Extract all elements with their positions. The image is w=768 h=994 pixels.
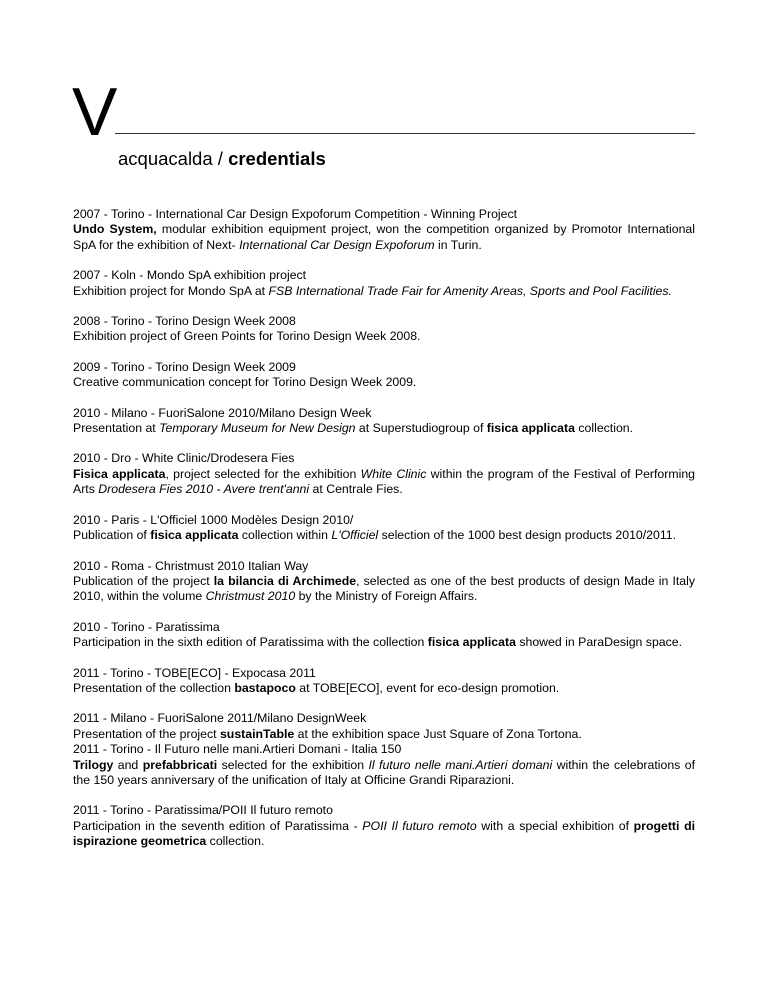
text-run: showed in ParaDesign space. [515, 635, 683, 650]
bold-text: fisica applicata [486, 421, 575, 436]
bold-text: fisica applicata [427, 635, 516, 650]
entry-heading: 2008 - Torino - Torino Design Week 2008 [73, 314, 296, 329]
entry-description [73, 284, 695, 299]
credential-entry [73, 314, 695, 345]
entry-description [73, 635, 695, 650]
bold-text: Fisica applicata [73, 466, 166, 481]
text-run: in Turin. [434, 237, 482, 252]
credential-entry [73, 666, 695, 697]
entry-description [73, 681, 695, 696]
credential-entry [73, 268, 695, 299]
credential-entry [73, 711, 695, 742]
entry-heading: 2007 - Koln - Mondo SpA exhibition project [73, 268, 307, 283]
entry-heading: 2011 - Torino - TOBE[ECO] - Expocasa 2011 [73, 665, 316, 680]
entry-description [73, 329, 695, 344]
entry-heading: 2011 - Milano - FuoriSalone 2011/Milano DesignWeek [73, 711, 367, 726]
text-run: collection within [238, 528, 332, 543]
entry-heading: 2011 - Torino - Il Futuro nelle mani.Artieri Domani - Italia 150 [73, 742, 402, 757]
text-run: Participation in the seventh edition of Paratissima - [73, 818, 363, 833]
text-run: Exhibition project for Mondo SpA at [73, 283, 269, 298]
text-run: Publication of the project [73, 573, 214, 588]
text-run: Publication of [73, 528, 151, 543]
entry-description [73, 222, 695, 253]
italic-text: International Car Design Expoforum [239, 237, 435, 252]
text-run: modular exhibition equipment project, won the competition organized by Promotor International SpA for the exhibition of Next- [73, 222, 696, 252]
text-run: , project selected for the exhibition [165, 466, 361, 481]
credential-entry [73, 803, 695, 849]
entry-heading: 2010 - Paris - L'Officiel 1000 Modèles Design 2010/ [73, 512, 354, 527]
subtitle-prefix: acquacalda / [118, 148, 229, 169]
entry-heading: 2010 - Dro - White Clinic/Drodesera Fies [73, 451, 295, 466]
entry-description [73, 758, 695, 789]
text-run: Presentation of the collection [73, 680, 235, 695]
text-run: at the exhibition space Just Square of Zona Tortona. [294, 726, 582, 741]
credential-entry [73, 207, 695, 253]
text-run: collection. [574, 421, 634, 436]
page-subtitle [118, 148, 326, 170]
credential-entry [73, 559, 695, 605]
text-run: by the Ministry of Foreign Affairs. [295, 589, 478, 604]
text-run: at Centrale Fies. [309, 482, 403, 497]
bold-text: bastapoco [234, 680, 296, 695]
entry-description [73, 421, 695, 436]
text-run: Presentation at [73, 421, 160, 436]
entry-heading: 2009 - Torino - Torino Design Week 2009 [73, 359, 296, 374]
text-run: and [113, 757, 143, 772]
text-run: , selected as one of the best products of design Made in Italy 2010, within the volume [73, 573, 695, 604]
bold-text: progetti di ispirazione geometrica [73, 818, 695, 849]
credential-entry [73, 406, 695, 437]
text-run: with a special exhibition of [476, 818, 634, 833]
italic-text: POII Il futuro remoto [362, 818, 477, 833]
bold-text: Trilogy [73, 757, 114, 772]
text-run: Creative communication concept for Torino Design Week 2009. [73, 375, 417, 390]
italic-text: White Clinic [360, 466, 427, 481]
entry-description [73, 467, 695, 498]
bold-text: prefabbricati [142, 757, 218, 772]
credential-entry [73, 513, 695, 544]
bold-text: sustainTable [219, 726, 295, 741]
text-run: at Superstudiogroup of [355, 421, 487, 436]
credential-entry [73, 620, 695, 651]
text-run: Presentation of the project [73, 726, 220, 741]
entry-description [73, 528, 695, 543]
credential-entry [73, 360, 695, 391]
bold-text: fisica applicata [150, 528, 239, 543]
entry-heading: 2011 - Torino - Paratissima/POII Il futuro remoto [73, 803, 333, 818]
bold-text: la bilancia di Archimede [213, 573, 357, 588]
text-run: at TOBE[ECO], event for eco-design promotion. [295, 680, 560, 695]
text-run: within the program of the Festival of Performing Arts [73, 466, 696, 497]
text-run: selection of the 1000 best design products 2010/2011. [378, 528, 677, 543]
credential-entry [73, 451, 695, 497]
entry-description [73, 819, 695, 850]
italic-text: Drodesera Fies 2010 - Avere trent'anni [98, 482, 310, 497]
entry-heading: 2007 - Torino - International Car Design Expoforum Competition - Winning Project [73, 207, 518, 221]
entry-heading: 2010 - Torino - Paratissima [73, 619, 220, 634]
italic-text: Christmust 2010 [205, 589, 296, 604]
entry-heading: 2010 - Roma - Christmust 2010 Italian Way [73, 558, 309, 573]
text-run: selected for the exhibition [217, 757, 369, 772]
header-rule [115, 133, 695, 134]
text-run: Participation in the sixth edition of Paratissima with the collection [73, 635, 428, 650]
italic-text: L'Officiel [331, 528, 379, 543]
entry-description [73, 574, 695, 605]
text-run: collection. [206, 834, 265, 849]
entry-description [73, 727, 695, 742]
italic-text: Il futuro nelle mani.Artieri domani [368, 757, 553, 772]
entry-description [73, 375, 695, 390]
section-letter: V [72, 74, 118, 150]
bold-text: Undo System, [73, 222, 157, 237]
subtitle-bold: credentials [228, 148, 326, 169]
text-run: within the celebrations of the 150 years anniversary of the unification of Italy at Officine Grandi Riparazioni. [73, 757, 695, 787]
credential-entry [73, 742, 695, 788]
italic-text: FSB International Trade Fair for Amenity Areas, Sports and Pool Facilities. [268, 283, 672, 298]
italic-text: Temporary Museum for New Design [159, 421, 356, 436]
text-run: Exhibition project of Green Points for Torino Design Week 2008. [73, 329, 421, 344]
credentials-list [73, 207, 695, 865]
entry-heading: 2010 - Milano - FuoriSalone 2010/Milano Design Week [73, 405, 372, 420]
